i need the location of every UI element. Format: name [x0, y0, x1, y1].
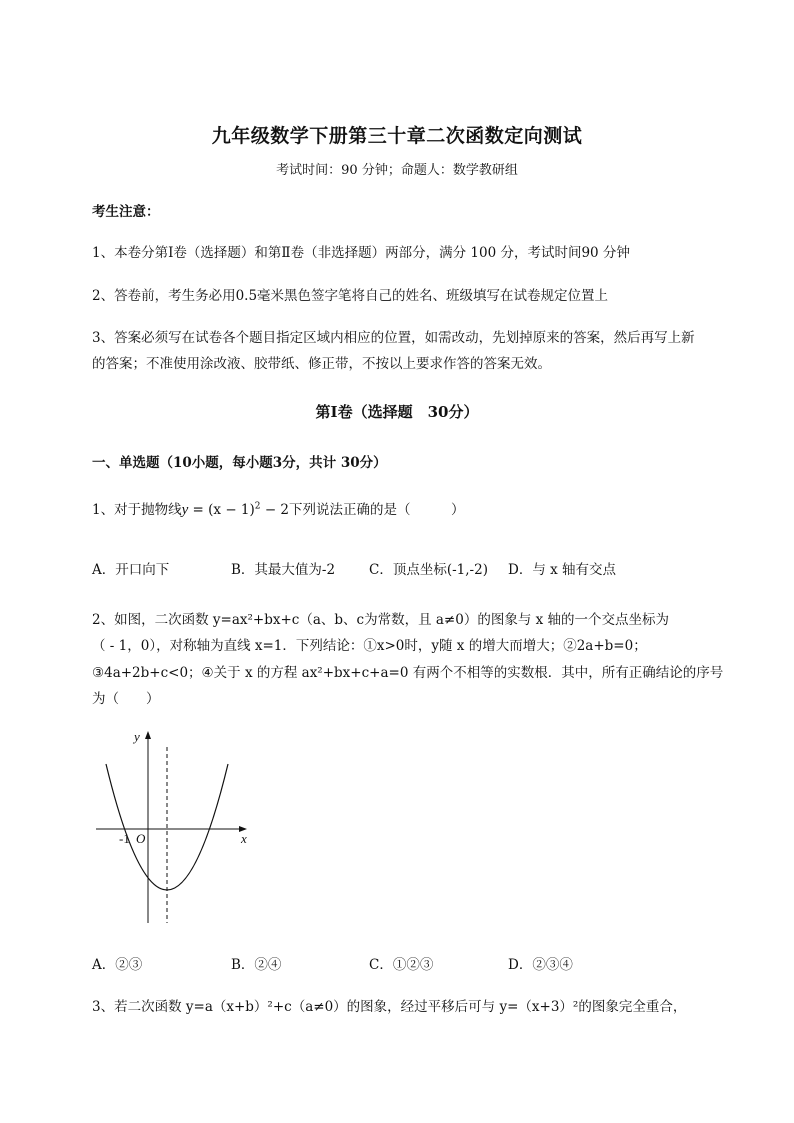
q1-formula-eq: = (x − 1) [188, 502, 255, 518]
q1-formula-y: y [181, 502, 189, 518]
q1-option-a[interactable]: A．开口向下 [92, 562, 170, 578]
q2-line-3: ③4a+2b+c<0；④关于 x 的方程 ax²+bx+c+a=0 有两个不相等的实数根．其中，所有正确结论的序号 [92, 665, 724, 681]
q2-line-2: （ - 1，0），对称轴为直线 x=1．下列结论：①x>0时，y随 x 的增大而增大；②2a+b=0； [92, 638, 647, 654]
minus-one-label: -1 [119, 831, 130, 846]
exam-info: 考试时间：90 分钟；命题人：数学教研组 [276, 163, 518, 178]
notice-item-1: 1、本卷分第Ⅰ卷（选择题）和第Ⅱ卷（非选择题）两部分，满分 100 分，考试时间90 分钟 [92, 245, 630, 261]
q1-prefix: 1、对于抛物线 [92, 502, 182, 518]
parabola-graph [92, 727, 252, 927]
notice-item-2: 2、答卷前，考生务必用0.5毫米黑色签字笔将自己的姓名、班级填写在试卷规定位置上 [92, 288, 609, 304]
x-axis-label: x [241, 831, 247, 846]
q1-suffix: 下列说法正确的是（ ） [289, 502, 465, 518]
q1-formula-tail: − 2 [260, 502, 290, 518]
q2-option-b[interactable]: B．②④ [231, 957, 282, 973]
part-title: 一、单选题（10小题，每小题3分，共计 30分） [92, 455, 387, 471]
origin-label: O [136, 831, 146, 846]
question-1 [92, 498, 465, 519]
q1-formula-exp: 2 [254, 501, 261, 512]
q2-option-d[interactable]: D．②③④ [508, 957, 573, 973]
section-title: 第Ⅰ卷（选择题 30分） [315, 403, 479, 421]
q1-option-b[interactable]: B．其最大值为-2 [231, 562, 336, 578]
notice-heading: 考生注意： [92, 204, 160, 220]
q2-option-c[interactable]: C．①②③ [369, 957, 434, 973]
q2-line-4: 为（ ） [92, 691, 160, 707]
q1-option-d[interactable]: D．与 x 轴有交点 [508, 562, 617, 578]
q1-option-c[interactable]: C．顶点坐标(-1,-2) [369, 562, 488, 578]
y-axis-arrow [145, 731, 151, 739]
y-axis-label: y [134, 729, 140, 744]
q2-line-1: 2、如图，二次函数 y=ax²+bx+c（a、b、c为常数，且 a≠0）的图象与 x 轴的一个交点坐标为 [92, 612, 670, 628]
q2-option-a[interactable]: A．②③ [92, 957, 143, 973]
notice-item-3-cont: 的答案；不准使用涂改液、胶带纸、修正带，不按以上要求作答的答案无效。 [92, 356, 551, 372]
notice-item-3: 3、答案必须写在试卷各个题目指定区域内相应的位置，如需改动，先划掉原来的答案，然后再写上新 [92, 330, 695, 346]
q3-line-1: 3、若二次函数 y=a（x+b）²+c（a≠0）的图象，经过平移后可与 y=（x+3）²的图象完全重合， [92, 999, 687, 1015]
page-title: 九年级数学下册第三十章二次函数定向测试 [211, 125, 583, 147]
